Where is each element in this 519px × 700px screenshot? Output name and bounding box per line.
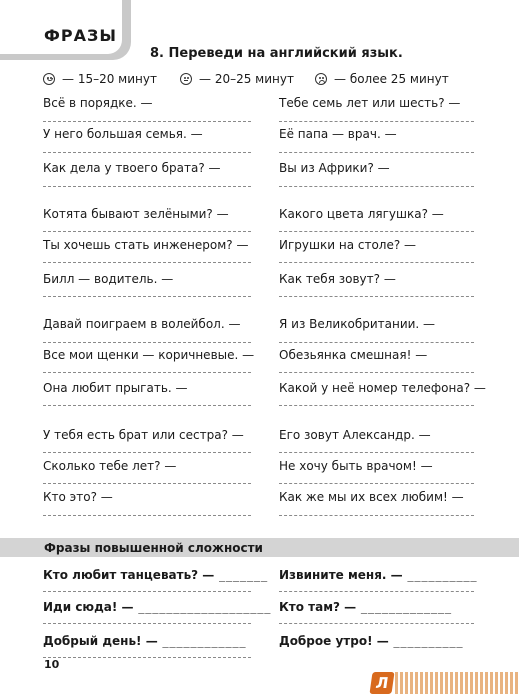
phrase-left: Давай поиграем в волейбол. — [43,317,241,331]
advanced-phrase-text: Иди сюда! — [43,600,134,614]
answer-line[interactable] [279,372,474,373]
answer-line[interactable] [43,152,251,153]
answer-line[interactable] [43,231,251,232]
advanced-phrase-left [43,634,247,648]
answer-line[interactable] [279,342,474,343]
answer-line[interactable] [43,452,251,453]
phrase-right: Вы из Африки? — [279,161,390,175]
phrase-right: Его зовут Александр. — [279,428,431,442]
advanced-phrase-right [279,634,464,648]
advanced-phrase-right [279,600,452,614]
answer-line[interactable] [43,372,251,373]
answer-line[interactable] [43,657,251,658]
phrase-left: Ты хочешь стать инженером? — [43,238,249,252]
phrase-right: Её папа — врач. — [279,127,397,141]
timing-item [180,72,294,86]
phrase-left: Все мои щенки — коричневые. — [43,348,255,362]
answer-line[interactable] [279,591,474,592]
answer-line[interactable] [279,483,474,484]
phrase-left: У него большая семья. — [43,127,203,141]
phrase-left: Кто это? — [43,490,113,504]
answer-line[interactable] [43,483,251,484]
answer-line[interactable] [279,623,474,624]
timing-text: — более 25 минут [334,72,449,86]
answer-line[interactable] [43,296,251,297]
task-title: 8. Переведи на английский язык. [150,46,403,61]
answer-line[interactable] [43,515,251,516]
answer-line[interactable] [279,515,474,516]
phrase-left: Всё в порядке. — [43,96,153,110]
neutral-face-icon [180,73,192,85]
answer-line[interactable] [279,296,474,297]
phrase-right: Как тебя зовут? — [279,272,396,286]
answer-line[interactable] [43,342,251,343]
phrase-right: Какой у неё номер телефона? — [279,381,486,395]
advanced-section-title: Фразы повышенной сложности [44,541,263,555]
answer-blank[interactable]: ___________________ [133,600,272,614]
timing-text: — 20–25 минут [199,72,294,86]
phrase-right: Игрушки на столе? — [279,238,417,252]
publisher-logo-icon: Л [369,672,394,694]
happy-face-icon [43,73,55,85]
answer-line[interactable] [43,186,251,187]
advanced-phrase-text: Доброе утро! — [279,634,389,648]
answer-line[interactable] [279,186,474,187]
answer-line[interactable] [279,152,474,153]
phrase-right: Не хочу быть врачом! — [279,459,433,473]
page-number: 10 [44,658,60,671]
phrase-right: Я из Великобритании. — [279,317,436,331]
phrase-right: Тебе семь лет или шесть? — [279,96,461,110]
answer-line[interactable] [279,452,474,453]
phrase-right: Обезьянка смешная! — [279,348,428,362]
advanced-phrase-text: Извините меня. — [279,568,403,582]
phrase-left: Билл — водитель. — [43,272,174,286]
answer-blank[interactable]: __________ [388,634,464,648]
advanced-phrase-left [43,600,271,614]
phrase-left: У тебя есть брат или сестра? — [43,428,244,442]
timing-item [43,72,157,86]
answer-line[interactable] [279,405,474,406]
timing-text: — 15–20 минут [62,72,157,86]
phrase-right: Какого цвета лягушка? — [279,207,444,221]
advanced-phrase-text: Кто там? — [279,600,357,614]
answer-blank[interactable]: _____________ [356,600,453,614]
answer-blank[interactable]: ____________ [157,634,247,648]
answer-line[interactable] [43,262,251,263]
answer-blank[interactable]: _______ [214,568,269,582]
answer-line[interactable] [43,405,251,406]
advanced-phrase-text: Добрый день! — [43,634,158,648]
advanced-phrase-right [279,568,478,582]
logo-stripes [395,672,519,694]
phrase-left: Сколько тебе лет? — [43,459,177,473]
phrase-right: Как же мы их всех любим! — [279,490,464,504]
answer-line[interactable] [279,262,474,263]
answer-line[interactable] [279,231,474,232]
phrase-left: Она любит прыгать. — [43,381,188,395]
advanced-phrase-text: Кто любит танцевать? — [43,568,215,582]
advanced-phrase-left [43,568,268,582]
answer-line[interactable] [43,121,251,122]
answer-blank[interactable]: __________ [402,568,478,582]
sad-face-icon [315,73,327,85]
section-title: ФРАЗЫ [44,26,117,45]
answer-line[interactable] [43,623,251,624]
answer-line[interactable] [43,591,251,592]
timing-item [315,72,449,86]
phrase-left: Котята бывают зелёными? — [43,207,229,221]
answer-line[interactable] [279,121,474,122]
phrase-left: Как дела у твоего брата? — [43,161,221,175]
